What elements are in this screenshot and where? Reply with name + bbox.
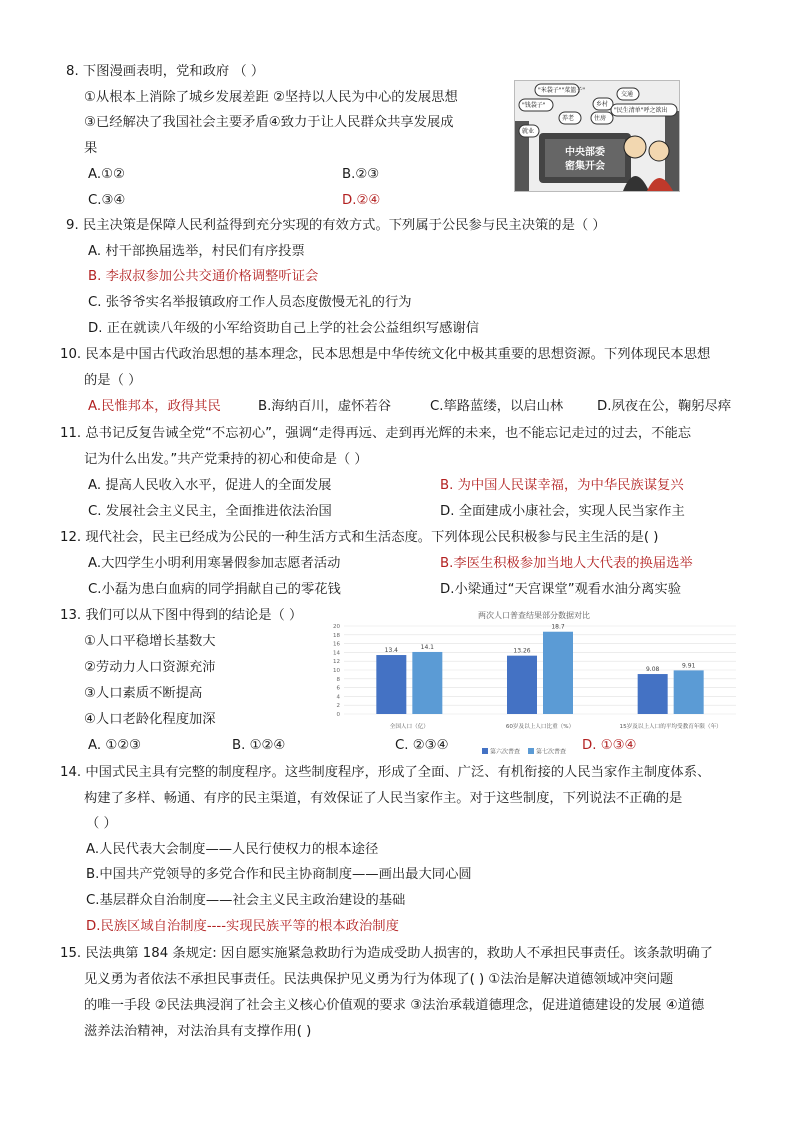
q11-option-c: C. 发展社会主义民主，全面推进依法治国 <box>88 504 332 519</box>
cartoon-bubble-6: "民生清单"呼之欲出 <box>614 107 668 114</box>
chart-bar <box>638 674 668 714</box>
q13-option-b: B. ①②④ <box>232 738 286 753</box>
q13-option-a: A. ①②③ <box>88 738 142 753</box>
chart-category-label: 15岁及以上人口的平均受教育年限（年） <box>619 724 722 730</box>
q12-option-a: A.大四学生小明利用寒暑假参加志愿者活动 <box>88 556 341 571</box>
q8-statement-line2: ③已经解决了我国社会主要矛盾④致力于让人民群众共享发展成 <box>84 115 454 130</box>
q14-stem-line1: 14. 中国式民主具有完整的制度程序。这些制度程序，形成了全面、广泛、有机衔接的人民当家作主制度体系、 <box>60 765 711 780</box>
chart-bar <box>376 655 406 714</box>
q11-option-a: A. 提高人民收入水平，促进人的全面发展 <box>88 478 332 493</box>
q14-option-c: C.基层群众自治制度——社会主义民主政治建设的基础 <box>86 893 406 908</box>
chart-data-label: 18.7 <box>551 623 565 631</box>
chart-ytick-label: 14 <box>333 650 340 657</box>
chart-bar <box>674 670 704 714</box>
q14-option-d: D.民族区域自治制度----实现民族平等的根本政治制度 <box>86 919 399 934</box>
q9-option-a: A. 村干部换届选举，村民们有序投票 <box>88 244 305 259</box>
chart-data-label: 14.1 <box>420 643 435 651</box>
q13-option-c: C. ②③④ <box>395 738 449 753</box>
q13-statement-3: ③人口素质不断提高 <box>84 686 203 701</box>
q11-stem-line1: 11. 总书记反复告诫全党“不忘初心”，强调“走得再远、走到再光辉的未来，也不能忘记走过的过去，不能忘 <box>60 426 692 441</box>
chart-data-label: 13.26 <box>513 647 531 655</box>
q11-option-d: D. 全面建成小康社会，实现人民当家作主 <box>440 504 685 519</box>
cartoon-bubble-4: 养老 <box>562 115 575 122</box>
chart-category-label: 60岁及以上人口比重（%） <box>505 724 575 730</box>
chart-ytick-label: 4 <box>336 694 340 701</box>
q8-statement-line3: 果 <box>84 141 98 156</box>
q10-option-d: D.夙夜在公，鞠躬尽瘁 <box>597 399 732 414</box>
chart-data-label: 9.08 <box>645 666 660 674</box>
q8-option-a: A.①② <box>88 167 125 182</box>
chart-category-label: 全国人口（亿） <box>389 724 429 730</box>
q9-option-c: C. 张爷爷实名举报镇政府工作人员态度傲慢无礼的行为 <box>88 295 412 310</box>
q13-statement-4: ④人口老龄化程度加深 <box>84 712 216 727</box>
cartoon-drawing <box>515 81 679 191</box>
q13-option-d: D. ①③④ <box>582 738 637 753</box>
q14-stem-line3: （ ） <box>86 816 117 831</box>
cartoon-bubble-3: 乡村 <box>596 101 609 108</box>
chart-bar <box>507 656 537 714</box>
cartoon-bubble-1: 交通 <box>621 91 634 98</box>
chart-data-label: 13.4 <box>384 647 399 655</box>
chart-bar <box>412 652 442 714</box>
q12-option-c: C.小磊为患白血病的同学捐献自己的零花钱 <box>88 582 341 597</box>
chart-legend-swatch <box>528 748 534 754</box>
cartoon-sign-line2: 密集开会 <box>565 161 605 172</box>
q13-stem: 13. 我们可以从下图中得到的结论是（ ） <box>60 608 303 623</box>
q8-statement-line1: ①从根本上消除了城乡发展差距 ②坚持以人民为中心的发展思想 <box>84 90 458 105</box>
chart-title: 两次人口普查结果部分数据对比 <box>478 611 590 620</box>
chart-data-label: 9.91 <box>681 662 696 670</box>
chart-ytick-label: 10 <box>333 668 340 674</box>
chart-ytick-label: 16 <box>333 641 340 648</box>
q12-stem: 12. 现代社会，民主已经成为公民的一种生活方式和生活态度。下列体现公民积极参与民主生活的是( ) <box>60 530 659 545</box>
cartoon-bubble-7: 就业 <box>522 128 535 135</box>
chart-svg <box>322 610 742 760</box>
q10-stem-line1: 10. 民本是中国古代政治思想的基本理念，民本思想是中华传统文化中极其重要的思想资源。下列体现民本思想 <box>60 347 711 362</box>
chart-legend-label: 第七次普查 <box>536 748 567 756</box>
chart-legend-label: 第六次普查 <box>490 748 521 756</box>
q10-stem-line2: 的是（ ） <box>84 373 142 388</box>
q9-option-d: D. 正在就读八年级的小军给资助自己上学的社会公益组织写感谢信 <box>88 321 480 336</box>
cartoon-sign-line1: 中央部委 <box>565 147 605 158</box>
chart-ytick-label: 2 <box>336 703 340 710</box>
cartoon-bubble-0: "米袋子""菜篮子" <box>538 87 586 94</box>
q10-option-b: B.海纳百川，虚怀若谷 <box>258 399 392 414</box>
q8-stem: 8. 下图漫画表明，党和政府 （ ） <box>66 64 265 79</box>
q10-option-a: A.民惟邦本，政得其民 <box>88 399 221 414</box>
cartoon-bubble-2: "钱袋子" <box>522 102 546 109</box>
q8-option-b: B.②③ <box>342 167 380 182</box>
q12-option-b: B.李医生积极参加当地人大代表的换届选举 <box>440 556 693 571</box>
q14-option-a: A.人民代表大会制度——人民行使权力的根本途径 <box>86 842 379 857</box>
chart-ytick-label: 0 <box>336 712 340 718</box>
q8-option-d: D.②④ <box>342 193 381 208</box>
q11-option-b: B. 为中国人民谋幸福，为中华民族谋复兴 <box>440 478 684 493</box>
chart-ytick-label: 20 <box>333 624 340 630</box>
chart-ytick-label: 6 <box>336 685 340 692</box>
population-census-chart <box>322 610 742 760</box>
q14-stem-line2: 构建了多样、畅通、有序的民主渠道，有效保证了人民当家作主。对于这些制度，下列说法不正确的是 <box>84 791 683 806</box>
chart-legend-swatch <box>482 748 488 754</box>
q15-line1: 15. 民法典第 184 条规定: 因自愿实施紧急救助行为造成受助人损害的，救助人不承担民事责任。该条款明确了 <box>60 946 713 961</box>
cartoon-illustration <box>514 80 680 192</box>
q9-stem: 9. 民主决策是保障人民利益得到充分实现的有效方式。下列属于公民参与民主决策的是（ ） <box>66 218 606 233</box>
chart-ytick-label: 8 <box>336 676 340 683</box>
q11-stem-line2: 记为什么出发。”共产党秉持的初心和使命是（ ） <box>84 452 368 467</box>
q8-option-c: C.③④ <box>88 193 126 208</box>
chart-bar <box>543 632 573 714</box>
chart-ytick-label: 18 <box>333 632 340 639</box>
q14-option-b: B.中国共产党领导的多党合作和民主协商制度——画出最大同心圆 <box>86 867 472 882</box>
q9-option-b: B. 李叔叔参加公共交通价格调整听证会 <box>88 269 319 284</box>
q12-option-d: D.小梁通过“天宫课堂”观看水油分离实验 <box>440 582 681 597</box>
q15-line4: 滋养法治精神，对法治具有支撑作用( ) <box>84 1024 312 1039</box>
q13-statement-2: ②劳动力人口资源充沛 <box>84 660 216 675</box>
q13-statement-1: ①人口平稳增长基数大 <box>84 634 216 649</box>
q15-line3: 的唯一手段 ②民法典浸润了社会主义核心价值观的要求 ③法治承载道德理念，促进道德建设的发展 ④道德 <box>84 998 705 1013</box>
chart-ytick-label: 12 <box>333 659 340 666</box>
q10-option-c: C.筚路蓝缕，以启山林 <box>430 399 564 414</box>
cartoon-bubble-5: 住房 <box>594 115 607 122</box>
q15-line2: 见义勇为者依法不承担民事责任。民法典保护见义勇为行为体现了( ) ①法治是解决道德领域冲突问题 <box>84 972 674 987</box>
